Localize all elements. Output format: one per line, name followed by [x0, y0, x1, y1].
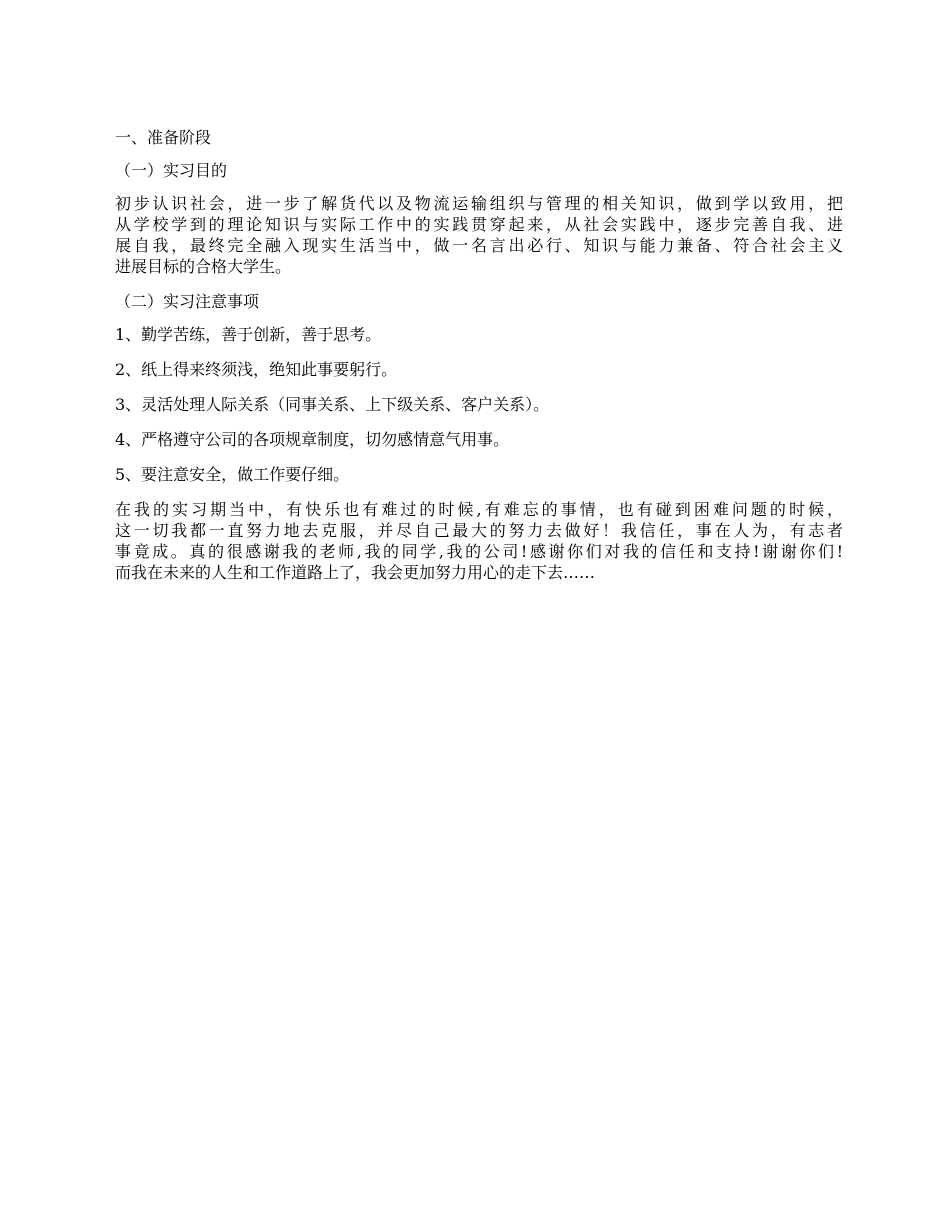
- list-item: 5、要注意安全，做工作要仔细。: [115, 465, 350, 484]
- paragraph-line: 在我的实习期当中，有快乐也有难过的时候,有难忘的事情，也有碰到困难问题的时候，: [115, 500, 843, 519]
- paragraph-line: 初步认识社会，进一步了解货代以及物流运输组织与管理的相关知识，做到学以致用，把: [115, 194, 843, 213]
- section-title: 一、准备阶段: [115, 128, 212, 147]
- paragraph-purpose: [115, 193, 843, 277]
- list-item: 3、灵活处理人际关系（同事关系、上下级关系、客户关系）。: [115, 395, 550, 414]
- paragraph-line: 展自我，最终完全融入现实生活当中，做一名言出必行、知识与能力兼备、符合社会主义: [115, 236, 843, 255]
- document-body: [115, 127, 843, 597]
- paragraph-line: 从学校学到的理论知识与实际工作中的实践贯穿起来，从社会实践中，逐步完善自我、进: [115, 215, 843, 234]
- subsection-title-notes: （二）实习注意事项: [115, 292, 260, 311]
- list-item: 2、纸上得来终须浅，绝知此事要躬行。: [115, 360, 398, 379]
- list-item: 4、严格遵守公司的各项规章制度，切勿感情意气用事。: [115, 430, 510, 449]
- paragraph-closing: [115, 499, 843, 583]
- paragraph-line: 进展目标的合格大学生。: [115, 257, 292, 276]
- notes-list: [115, 324, 843, 485]
- paragraph-line: 这一切我都一直努力地去克服，并尽自己最大的努力去做好！我信任，事在人为，有志者: [115, 521, 843, 540]
- subsection-title-purpose: （一）实习目的: [115, 161, 228, 180]
- paragraph-line: 而我在未来的人生和工作道路上了，我会更加努力用心的走下去……: [115, 563, 596, 582]
- paragraph-line: 事竟成。真的很感谢我的老师,我的同学,我的公司!感谢你们对我的信任和支持!谢谢你们!: [115, 542, 843, 561]
- list-item: 1、勤学苦练，善于创新，善于思考。: [115, 325, 382, 344]
